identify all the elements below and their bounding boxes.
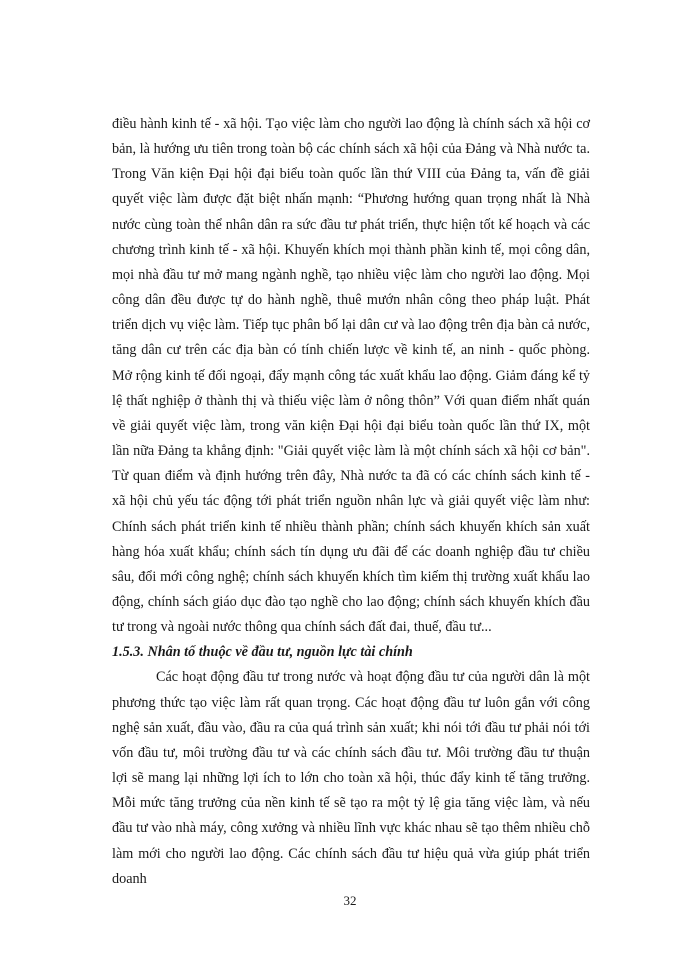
page-number: 32 — [343, 893, 357, 908]
document-page — [112, 112, 590, 892]
section-heading: 1.5.3. Nhân tố thuộc về đầu tư, nguồn lực tài chính — [112, 644, 413, 661]
body-paragraph: Các hoạt động đầu tư trong nước và hoạt động đầu tư của người dân là một phương thức tạo việc làm rất quan trọng. Các hoạt động đầu tư luôn gắn với công nghệ sản xuất, đầu vào, đầu ra của quá trình sản xuất; khi nói tới đầu tư phải nói tới vốn đầu tư, môi trường đầu tư và các chính sách đầu tư. Môi trường đầu tư thuận lợi sẽ mang lại những lợi ích to lớn cho toàn xã hội, thúc đẩy kinh tế tăng trưởng. Mỗi mức tăng trưởng của nền kinh tế sẽ tạo ra một tỷ lệ gia tăng việc làm, và nếu đầu tư vào nhà máy, công xưởng và nhiều lĩnh vực khác nhau sẽ tạo thêm nhiều chỗ làm mới cho người lao động. Các chính sách đầu tư hiệu quả vừa giúp phát triển doanh — [112, 669, 590, 887]
body-paragraph: điều hành kinh tế - xã hội. Tạo việc làm cho người lao động là chính sách xã hội cơ bản, là hướng ưu tiên trong toàn bộ các chính sách xã hội của Đảng và Nhà nước ta. Trong Văn kiện Đại hội đại biểu toàn quốc lần thứ VIII của Đảng ta, vấn đề giải quyết việc làm được đặt biệt nhấn mạnh: “Phương hướng quan trọng nhất là Nhà nước cùng toàn thể nhân dân ra sức đầu tư phát triển, thực hiện tốt kế hoạch và các chương trình kinh tế - xã hội. Khuyến khích mọi thành phần kinh tế, mọi công dân, mọi nhà đầu tư mở mang ngành nghề, tạo nhiều việc làm cho người lao động. Mọi công dân đều được tự do hành nghề, thuê mướn nhân công theo pháp luật. Phát triển dịch vụ việc làm. Tiếp tục phân bố lại dân cư và lao động trên địa bàn cả nước, tăng dân cư trên các địa bàn có tính chiến lược về kinh tế, an ninh - quốc phòng. Mở rộng kinh tế đối ngoại, đẩy mạnh công tác xuất khẩu lao động. Giảm đáng kể tỷ lệ thất nghiệp ở thành thị và thiếu việc làm ở nông thôn” Với quan điểm nhất quán về giải quyết việc làm, trong văn kiện Đại hội đại biểu toàn quốc lần thứ IX, một lần nữa Đảng ta khẳng định: "Giải quyết việc làm là một chính sách xã hội cơ bản". Từ quan điểm và định hướng trên đây, Nhà nước ta đã có các chính sách kinh tế - xã hội chủ yếu tác động tới phát triển nguồn nhân lực và giải quyết việc làm như: Chính sách phát triển kinh tế nhiều thành phần; chính sách khuyến khích sản xuất hàng hóa xuất khẩu; chính sách tín dụng ưu đãi để các doanh nghiệp đầu tư chiều sâu, đổi mới công nghệ; chính sách khuyến khích tìm kiếm thị trường xuất khẩu lao động, chính sách giáo dục đào tạo nghề cho lao động; chính sách khuyến khích đầu tư trong và ngoài nước thông qua chính sách đất đai, thuế, đầu tư... — [112, 116, 590, 636]
